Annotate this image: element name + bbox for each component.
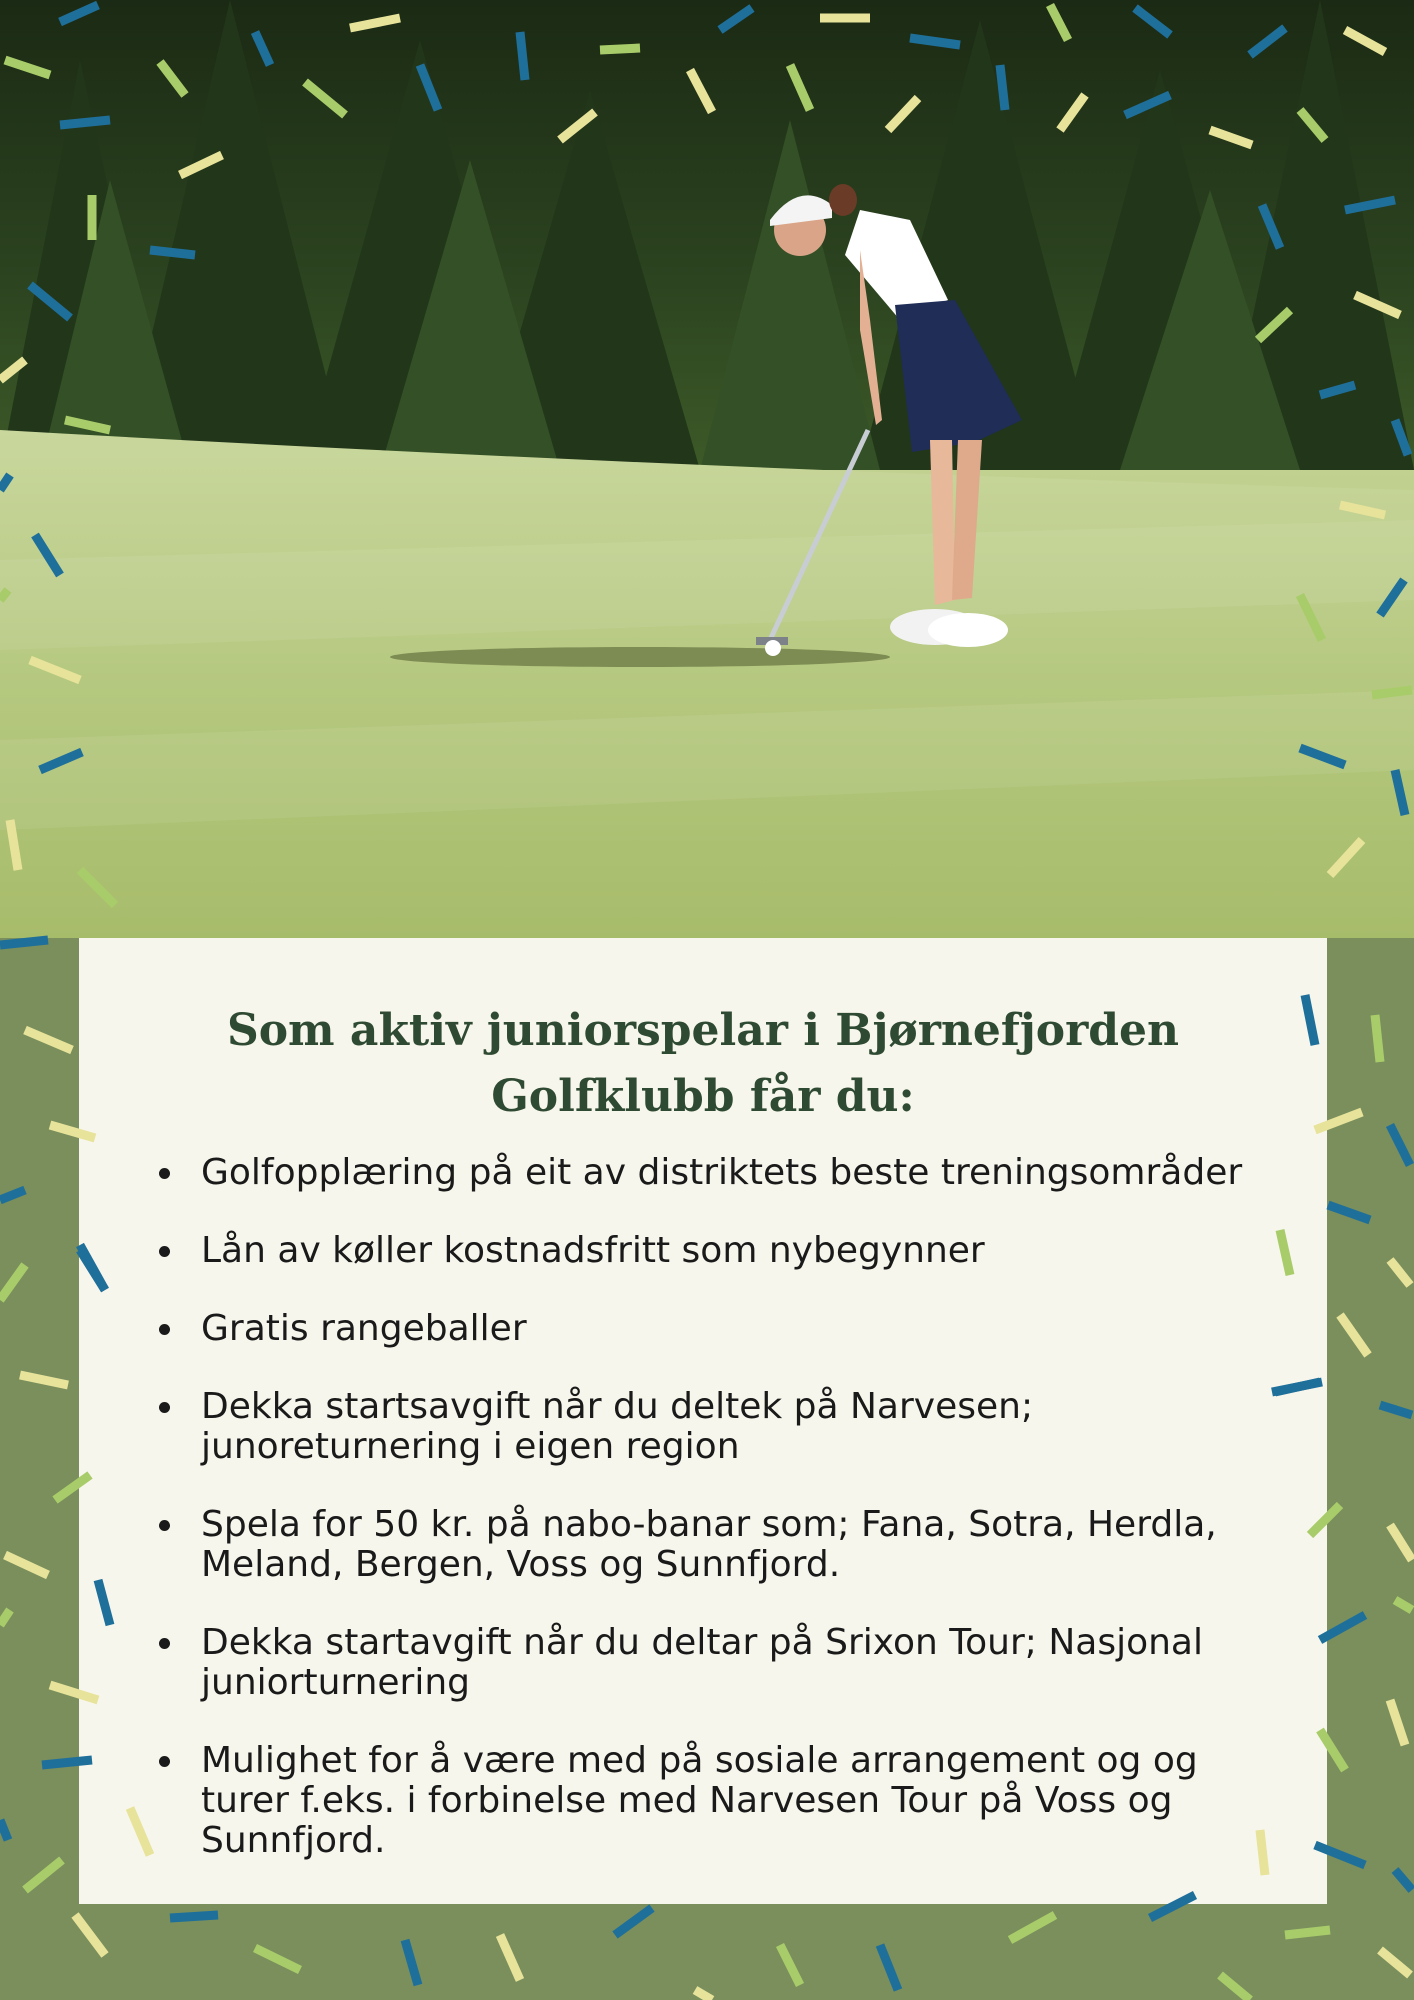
benefit-item-training: Golfopplæring på eit av distriktets beste treningsområder [159, 1153, 1279, 1193]
page-title [179, 998, 1227, 1130]
benefits-card [79, 938, 1327, 1904]
golf-scene-illustration [0, 0, 1414, 938]
player-shadow [390, 647, 890, 667]
benefit-item-neighbour-courses: Spela for 50 kr. på nabo-banar som; Fana, Sotra, Herdla, Meland, Bergen, Voss og Sunnfjord. [159, 1505, 1279, 1585]
benefit-item-social-events: Mulighet for å være med på sosiale arrangement og og turer f.eks. i forbinelse med Narvesen Tour på Voss og Sunnfjord. [159, 1741, 1279, 1861]
golfer-photo [0, 0, 1414, 938]
title-line-1: Som aktiv juniorspelar i Bjørnefjorden [226, 1005, 1180, 1056]
title-line-2: Golfklubb får du: [491, 1071, 915, 1122]
putting-green [0, 430, 1414, 938]
benefit-item-srixon-fee: Dekka startavgift når du deltar på Srixon Tour; Nasjonal juniorturnering [159, 1623, 1279, 1703]
benefit-item-range-balls: Gratis rangeballer [159, 1309, 1279, 1349]
benefit-item-clubs: Lån av køller kostnadsfritt som nybegynner [159, 1231, 1279, 1271]
benefit-item-narvesen-fee: Dekka startsavgift når du deltek på Narvesen; junoreturnering i eigen region [159, 1387, 1279, 1467]
benefits-list [159, 1153, 1279, 1899]
